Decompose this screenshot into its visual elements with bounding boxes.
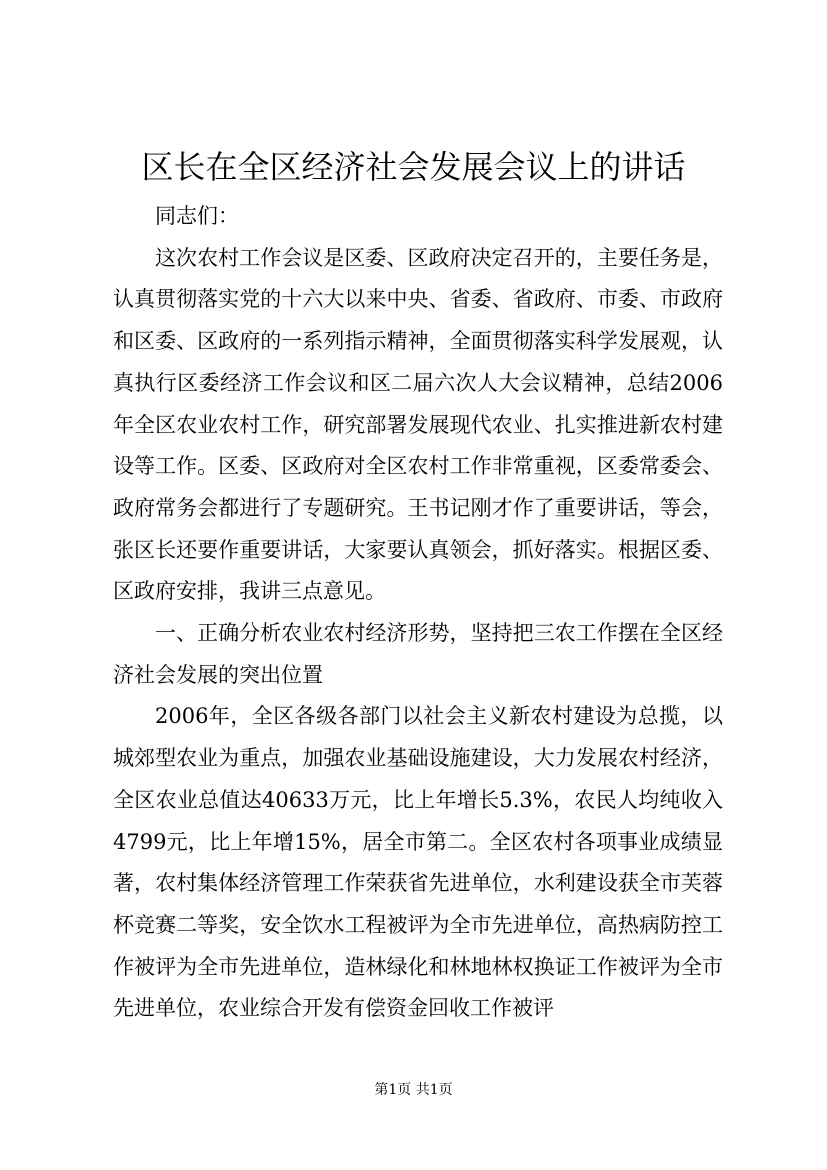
document-body: [113, 196, 723, 1030]
paragraph-2006-summary: 2006年，全区各级各部门以社会主义新农村建设为总揽，以城郊型农业为重点，加强农业基础设施建设，大力发展农村经济，全区农业总值达40633万元，比上年增长5.3%，农民人均纯收入4799元，比上年增15%，居全市第二。全区农村各项事业成绩显著，农村集体经济管理工作荣获省先进单位，水利建设获全市芙蓉杯竞赛二等奖，安全饮水工程被评为全市先进单位，高热病防控工作被评为全市先进单位，造林绿化和林地林权换证工作被评为全市先进单位，农业综合开发有偿资金回收工作被评: [113, 704, 723, 1021]
page-footer: 第1页 共1页: [374, 1082, 453, 1098]
salutation: 同志们：: [155, 204, 239, 228]
section-heading-1: 一、正确分析农业农村经济形势，坚持把三农工作摆在全区经济社会发展的突出位置: [113, 621, 723, 687]
paragraph-intro: 这次农村工作会议是区委、区政府决定召开的，主要任务是，认真贯彻落实党的十六大以来中央、省委、省政府、市委、市政府和区委、区政府的一系列指示精神，全面贯彻落实科学发展观，认真执行区委经济工作会议和区二届六次人大会议精神，总结2006年全区农业农村工作，研究部署发展现代农业、扎实推进新农村建设等工作。区委、区政府对全区农村工作非常重视，区委常委会、政府常务会都进行了专题研究。王书记刚才作了重要讲话，等会，张区长还要作重要讲话，大家要认真领会，抓好落实。根据区委、区政府安排，我讲三点意见。: [113, 245, 723, 604]
document-title: 区长在全区经济社会发展会议上的讲话: [141, 148, 686, 186]
